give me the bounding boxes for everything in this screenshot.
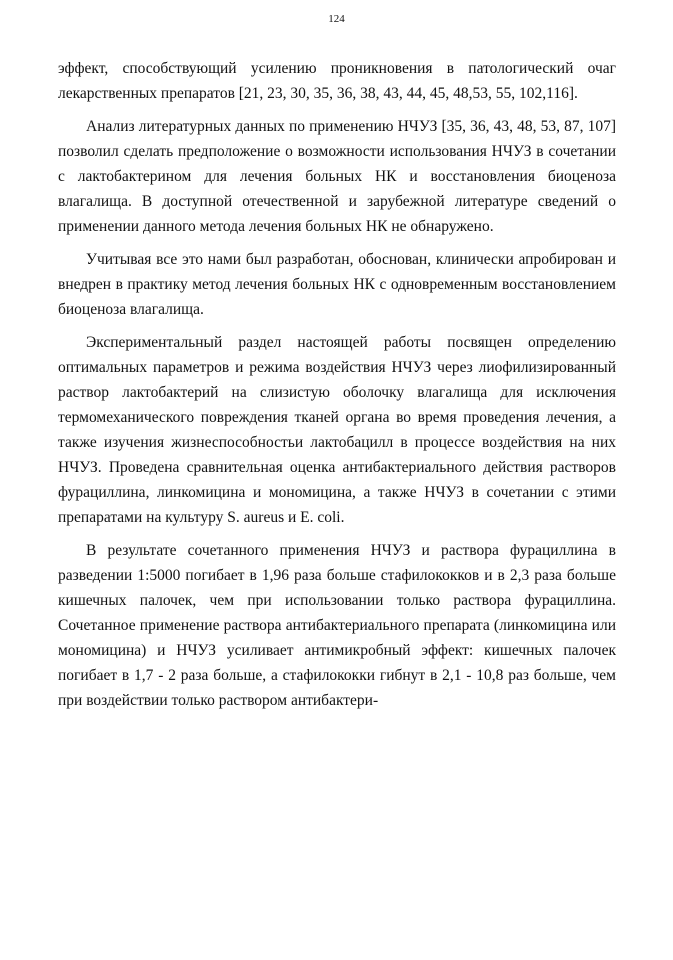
paragraph-literature-analysis: Анализ литературных данных по применению НЧУЗ [35, 36, 43, 48, 53, 87, 107] позволил сделать предположение о возможности использования НЧУЗ в сочетании с лактобактерином для лечения больных НК и восстановления биоценоза влагалища. В доступной отечественной и зарубежной литературе сведений о применении данного метода лечения больных НК не обнаружено.	[58, 118, 616, 235]
page-number: 124	[328, 13, 345, 25]
paragraph-continuation: эффект, способствующий усилению проникновения в патологический очаг лекарственных препаратов [21, 23, 30, 35, 36, 38, 43, 44, 45, 48,53, 55, 102,116].	[58, 60, 616, 102]
paragraph-method-developed: Учитывая все это нами был разработан, обоснован, клинически апробирован и внедрен в практику метод лечения больных НК с одновременным восстановлением биоценоза влагалища.	[58, 251, 616, 318]
paragraph-experimental-section: Экспериментальный раздел настоящей работы посвящен определению оптимальных параметров и режима воздействия НЧУЗ через лиофилизированный раствор лактобактерий на слизистую оболочку влагалища для исключения термомеханического повреждения тканей органа во время проведения лечения, а также изучения жизнеспособностьи лактобацилл в процессе воздействия на них НЧУЗ. Проведена сравнительная оценка антибактериального действия растворов фурациллина, линкомицина и мономицина, а также НЧУЗ в сочетании с этими препаратами на культуру S. aureus и E. coli.	[58, 334, 616, 526]
paragraph-results: В результате сочетанного применения НЧУЗ и раствора фурациллина в разведении 1:5000 погибает в 1,96 раза больше стафилококков и в 2,3 раза больше кишечных палочек, чем при использовании только раствора фурациллина. Сочетанное применение раствора антибактериального препарата (линкомицина или мономицина) и НЧУЗ усиливает антимикробный эффект: кишечных палочек погибает в 1,7 - 2 раза больше, а стафилококки гибнут в 2,1 - 10,8 раз больше, чем при воздействии только раствором антибактери-	[58, 542, 616, 709]
document-body	[58, 56, 616, 721]
